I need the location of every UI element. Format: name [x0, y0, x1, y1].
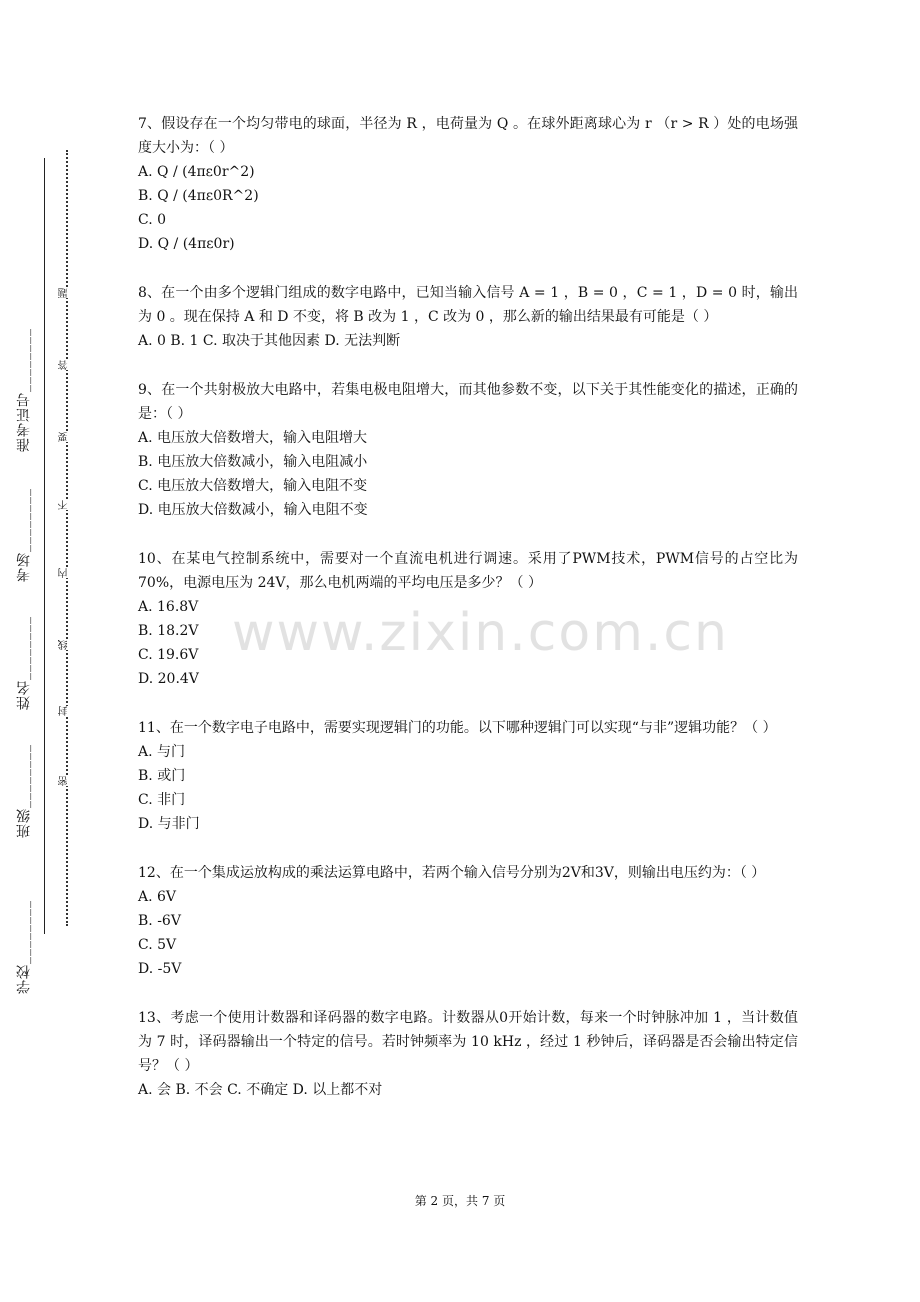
option-d: D. 20.4V: [138, 671, 199, 687]
question-stem: 9、在一个共射极放大电路中，若集电极电阻增大，而其他参数不变，以下关于其性能变化的描述，正确的是：（ ）: [138, 382, 798, 422]
margin-solid-line: [44, 158, 45, 934]
question-11: [138, 716, 798, 836]
option-d: D. 电压放大倍数减小，输入电阻不变: [138, 502, 368, 518]
option-a: A. 6V: [138, 889, 177, 905]
question-7: [138, 112, 798, 256]
question-12: [138, 861, 798, 981]
question-stem: 13、考虑一个使用计数器和译码器的数字电路。计数器从0开始计数，每来一个时钟脉冲加 1 ，当计数值为 7 时，译码器输出一个特定的信号。若时钟频率为 10 kHz ，经过 1 秒钟后，译码器是否会输出特定信号？（ ）: [138, 1010, 798, 1074]
question-13: [138, 1006, 798, 1102]
seal-char: 不: [59, 500, 70, 510]
question-stem: 12、在一个集成运放构成的乘法运算电路中，若两个输入信号分别为2V和3V，则输出电压约为：（ ）: [138, 865, 766, 881]
option-b: B. 或门: [138, 768, 186, 784]
question-stem: 10、在某电气控制系统中，需要对一个直流电机进行调速。采用了PWM技术，PWM信号的占空比为 70%，电源电压为 24V，那么电机两端的平均电压是多少？（ ）: [138, 551, 798, 591]
option-d: D. Q / (4πε0r): [138, 236, 235, 252]
option-a: A. 16.8V: [138, 599, 199, 615]
seal-char: 内: [59, 568, 70, 578]
option-c: C. 19.6V: [138, 647, 199, 663]
school-field: 学校________: [16, 900, 32, 994]
question-list: [138, 112, 798, 1127]
option-b: B. Q / (4πε0R^2): [138, 188, 259, 204]
watermark: www.zixin.com.cn: [232, 603, 729, 663]
name-field: 姓名________: [16, 616, 32, 710]
class-field: 班级________: [16, 744, 32, 838]
option-c: C. 0: [138, 212, 167, 228]
question-8: [138, 281, 798, 353]
seal-char: 线: [59, 640, 70, 650]
option-d: D. -5V: [138, 961, 182, 977]
seal-char: 封: [59, 706, 70, 716]
option-a: A. 与门: [138, 744, 186, 760]
question-stem: 11、在一个数字电子电路中，需要实现逻辑门的功能。以下哪种逻辑门可以实现“与非”逻辑功能？（ ）: [138, 720, 777, 736]
question-stem: 8、在一个由多个逻辑门组成的数字电路中，已知当输入信号 A = 1 ，B = 0 ，C = 1 ，D = 0 时，输出为 0 。现在保持 A 和 D 不变，将 B 改为 1 ，C 改为 0 ，那么新的输出结果最有可能是（ ）: [138, 285, 798, 325]
question-9: [138, 378, 798, 522]
seal-char: 密: [59, 776, 70, 786]
exam-room-field: 考场________: [16, 488, 32, 582]
option-b: B. 18.2V: [138, 623, 199, 639]
seal-char: 要: [59, 432, 70, 442]
options-inline: A. 0 B. 1 C. 取决于其他因素 D. 无法判断: [138, 333, 401, 349]
seal-char: 答: [59, 360, 70, 370]
option-c: C. 非门: [138, 792, 186, 808]
option-a: A. 电压放大倍数增大，输入电阻增大: [138, 430, 368, 446]
page-footer: 第 2 页，共 7 页: [414, 1194, 506, 1208]
option-c: C. 电压放大倍数增大，输入电阻不变: [138, 478, 368, 494]
seal-char: 题: [59, 288, 70, 298]
option-b: B. -6V: [138, 913, 181, 929]
option-d: D. 与非门: [138, 816, 200, 832]
question-10: [138, 547, 798, 691]
question-stem: 7、假设存在一个均匀带电的球面，半径为 R ，电荷量为 Q 。在球外距离球心为 r （r > R ）处的电场强度大小为：（ ）: [138, 116, 798, 156]
option-b: B. 电压放大倍数减小，输入电阻减小: [138, 454, 368, 470]
option-c: C. 5V: [138, 937, 177, 953]
options-inline: A. 会 B. 不会 C. 不确定 D. 以上都不对: [138, 1082, 383, 1098]
option-a: A. Q / (4πε0r^2): [138, 164, 255, 180]
exam-number-field: 准考证号________: [16, 328, 32, 452]
margin-dotted-line: [66, 150, 68, 926]
